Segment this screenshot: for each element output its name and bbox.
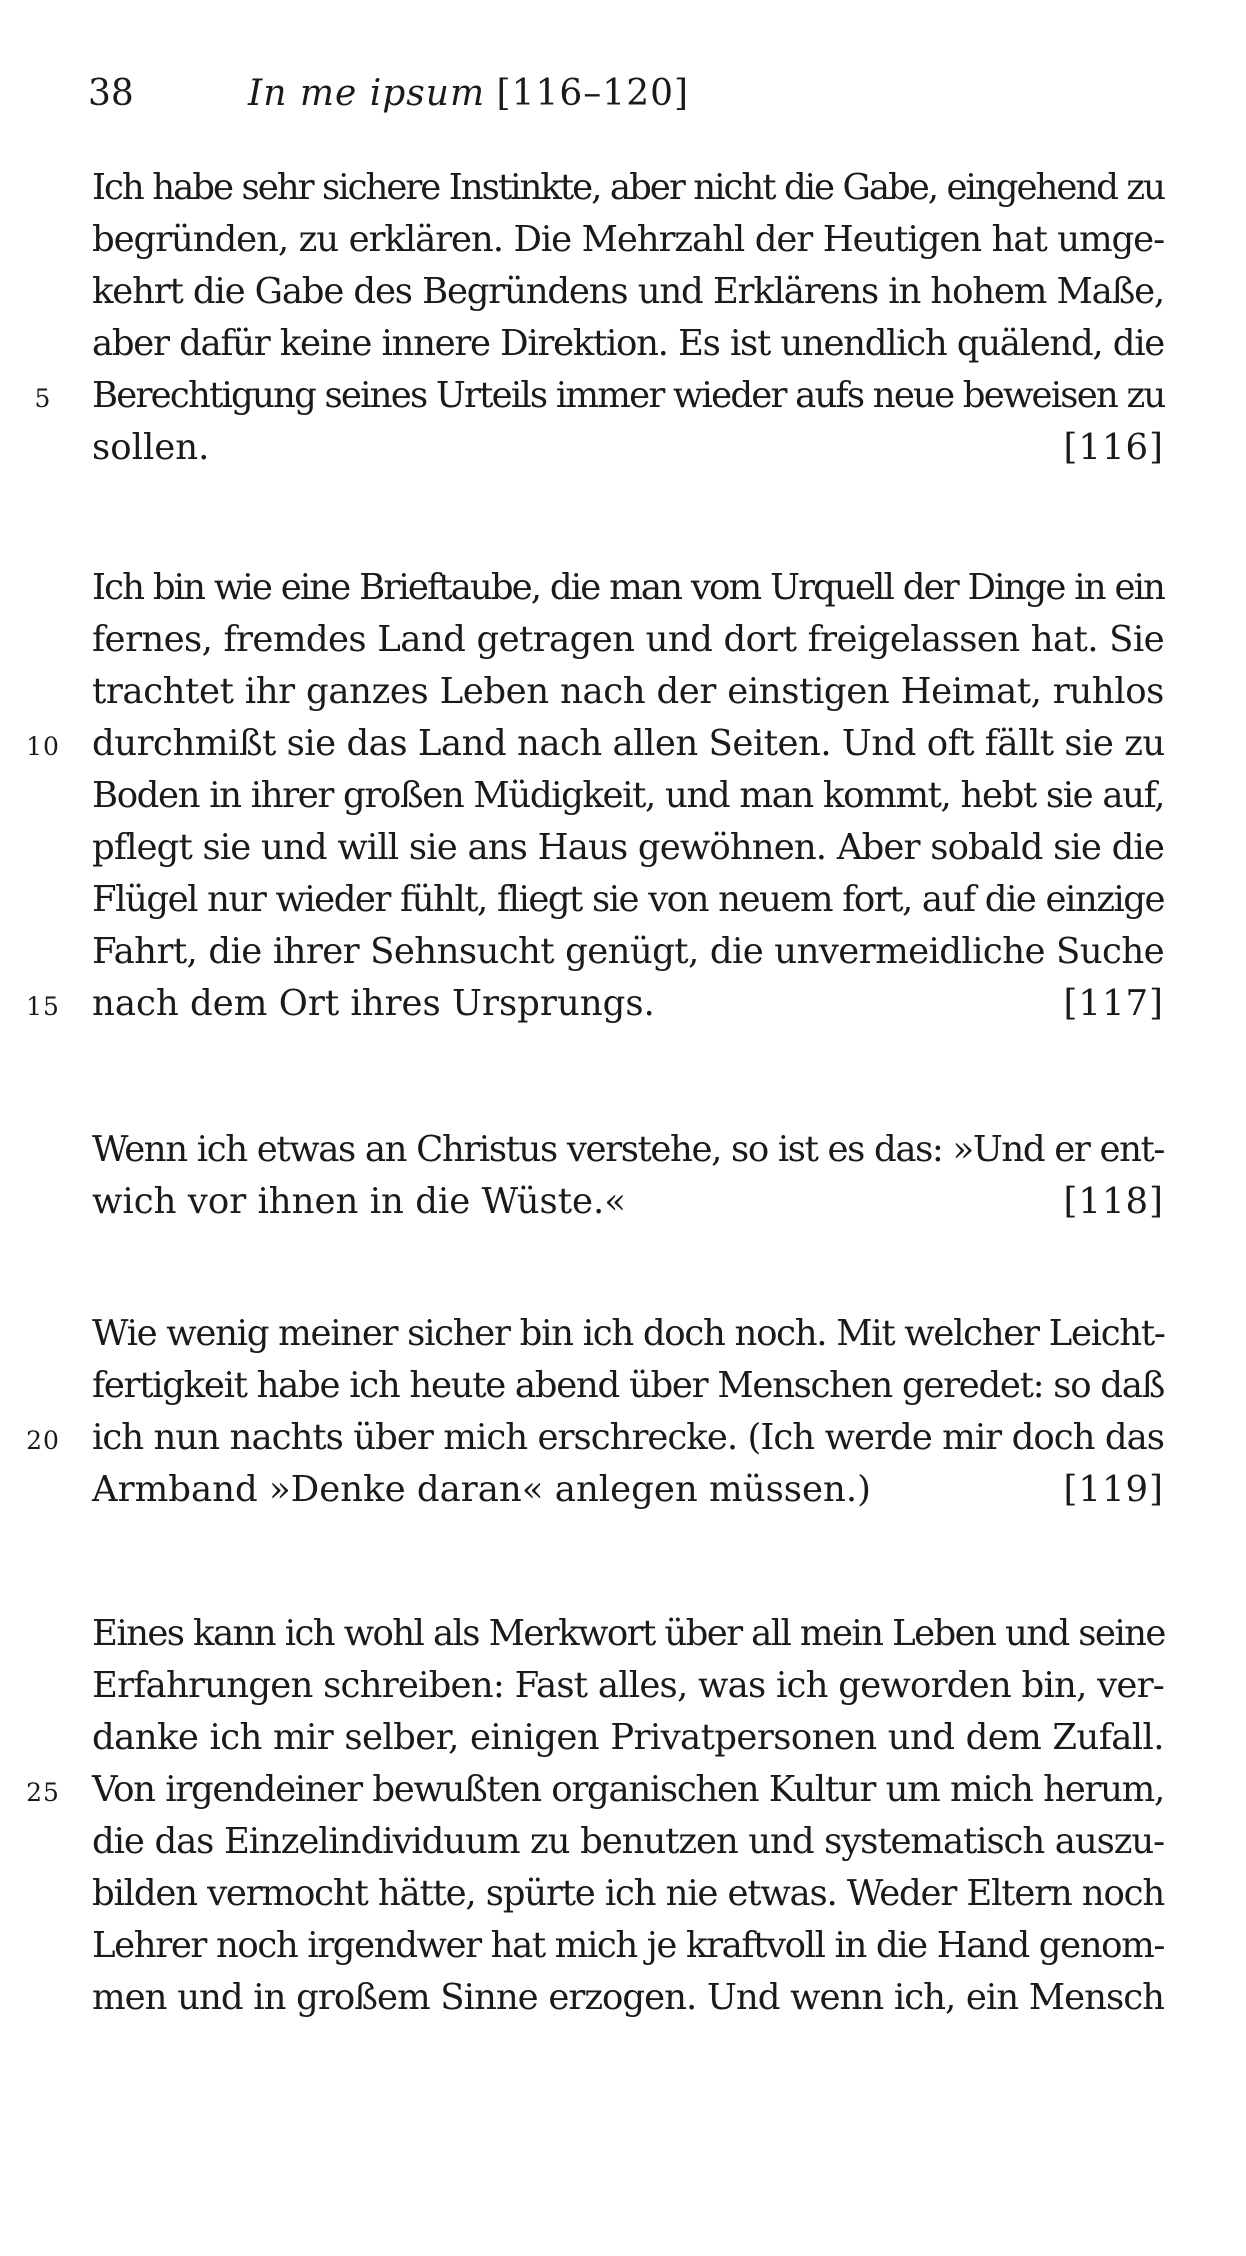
running-title: In me ipsum — [248, 73, 486, 114]
text-line: Lehrer noch irgendwer hat mich je kraftvoll in die Hand genom- — [92, 1925, 1164, 1966]
text-line: die das Einzelindividuum zu benutzen und systematisch auszu- — [92, 1821, 1164, 1862]
aphorism-number: [118] — [1063, 1181, 1164, 1222]
text-line: wich vor ihnen in die Wüste.« — [92, 1181, 626, 1222]
text-line: Ich habe sehr sichere Instinkte, aber nicht die Gabe, eingehend zu — [92, 167, 1164, 208]
aphorism-number: [117] — [1063, 983, 1164, 1024]
text-line: danke ich mir selber, einigen Privatpersonen und dem Zufall. — [92, 1717, 1164, 1758]
text-line: begründen, zu erklären. Die Mehrzahl der Heutigen hat umge- — [92, 219, 1164, 260]
text-line: Wie wenig meiner sicher bin ich doch noch. Mit welcher Leicht- — [92, 1313, 1165, 1354]
text-line: Fahrt, die ihrer Sehnsucht genügt, die unvermeidliche Suche — [92, 931, 1164, 972]
text-line: ich nun nachts über mich erschrecke. (Ich werde mir doch das — [92, 1417, 1164, 1458]
text-line: fernes, fremdes Land getragen und dort freigelassen hat. Sie — [92, 619, 1164, 660]
text-line: fertigkeit habe ich heute abend über Menschen geredet: so daß — [92, 1365, 1164, 1406]
text-line: Flügel nur wieder fühlt, fliegt sie von neuem fort, auf die einzige — [92, 879, 1164, 920]
aphorism-range: [116–120] — [496, 73, 690, 114]
line-number: 20 — [26, 1426, 60, 1455]
text-line: bilden vermocht hätte, spürte ich nie etwas. Weder Eltern noch — [92, 1873, 1164, 1914]
line-number: 15 — [26, 992, 60, 1021]
text-line: durchmißt sie das Land nach allen Seiten. Und oft fällt sie zu — [92, 723, 1165, 764]
text-line: nach dem Ort ihres Ursprungs. — [92, 983, 655, 1024]
text-line: Wenn ich etwas an Christus verstehe, so ist es das: »Und er ent- — [92, 1129, 1164, 1170]
line-number: 5 — [34, 384, 52, 413]
text-line: sollen. — [92, 427, 210, 468]
text-line: Eines kann ich wohl als Merkwort über all mein Leben und seine — [92, 1613, 1165, 1654]
aphorism-number: [119] — [1063, 1469, 1164, 1510]
text-line: Boden in ihrer großen Müdigkeit, und man kommt, hebt sie auf, — [92, 775, 1164, 816]
text-line: pflegt sie und will sie ans Haus gewöhnen. Aber sobald sie die — [92, 827, 1164, 868]
text-line: aber dafür keine innere Direktion. Es ist unendlich quälend, die — [92, 323, 1164, 364]
line-number: 25 — [26, 1778, 60, 1807]
line-number: 10 — [26, 732, 60, 761]
text-line: trachtet ihr ganzes Leben nach der einstigen Heimat, ruhlos — [92, 671, 1164, 712]
text-line: Berechtigung seines Urteils immer wieder aufs neue beweisen zu — [92, 375, 1165, 416]
text-line: kehrt die Gabe des Begründens und Erklärens in hohem Maße, — [92, 271, 1164, 312]
text-line: Erfahrungen schreiben: Fast alles, was ich geworden bin, ver- — [92, 1665, 1164, 1706]
text-line: Von irgendeiner bewußten organischen Kultur um mich herum, — [92, 1769, 1164, 1810]
aphorism-number: [116] — [1063, 427, 1164, 468]
running-head — [88, 68, 689, 120]
text-line: Ich bin wie eine Brieftaube, die man vom Urquell der Dinge in ein — [92, 567, 1164, 608]
page-number: 38 — [88, 73, 134, 114]
text-line: men und in großem Sinne erzogen. Und wenn ich, ein Mensch — [92, 1977, 1164, 2018]
text-line: Armband »Denke daran« anlegen müssen.) — [92, 1469, 872, 1510]
